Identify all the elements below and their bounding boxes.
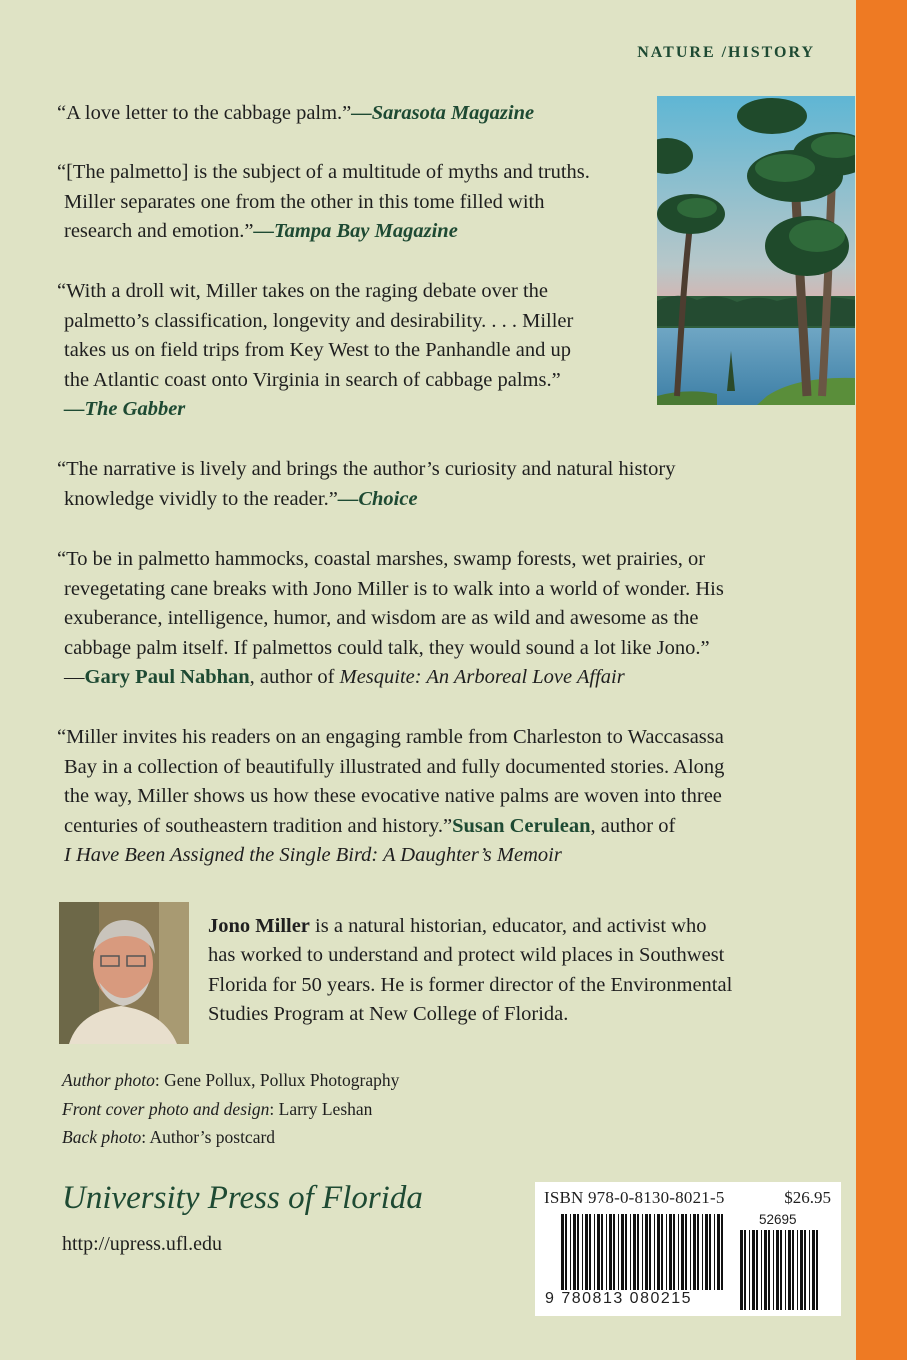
price: $26.95 — [784, 1188, 831, 1207]
barcode-bar — [705, 1214, 708, 1290]
barcode-bar — [673, 1214, 675, 1290]
barcode-bar — [773, 1230, 774, 1310]
barcode-bar — [761, 1230, 762, 1310]
barcode-bar — [589, 1214, 591, 1290]
author-bio: Jono Miller is a natural historian, educator, and activist who has worked to understand and protect wild places in Southwest Florida for 50 years. He is former director of the Environmental Studies Program at New College of Florida. — [208, 915, 733, 1026]
barcode-bar — [613, 1214, 615, 1290]
barcode-bar — [776, 1230, 779, 1310]
barcode-bar — [785, 1230, 786, 1310]
quote-source: —Choice — [337, 487, 418, 510]
barcode-bar — [661, 1214, 663, 1290]
palm-postcard-image — [657, 96, 855, 405]
quote-source: —Tampa Bay Magazine — [253, 220, 458, 243]
barcode-bar — [681, 1214, 684, 1290]
barcode-bar — [666, 1214, 667, 1290]
review-quote-5: “To be in palmetto hammocks, coastal marshes, swamp forests, wet prairies, or revegetating cane breaks with Jono Miller is to walk into a world of wonder. His exuberance, intelligence, humor, and wisdom are as wild and awesome as the cabbage palm itself. If palmettos could talk, they would sound a lot like Jono.” —Gary Paul Nabhan, author of Mesquite: An Arboreal Love Affair — [57, 545, 724, 693]
price-addon-code: 52695 — [759, 1212, 797, 1227]
barcode-bar — [788, 1230, 791, 1310]
spine-stripe — [856, 0, 907, 1360]
review-quote-4: “The narrative is lively and brings the author’s curiosity and natural history knowledge vividly to the reader.”—Choice — [57, 458, 676, 510]
barcode-bar — [685, 1214, 687, 1290]
barcode-bar — [618, 1214, 619, 1290]
barcode-bar — [621, 1214, 624, 1290]
barcode-bar — [800, 1230, 803, 1310]
barcode-bar — [702, 1214, 703, 1290]
ean-digits: 9 780813 080215 — [545, 1290, 693, 1307]
category-label: NATURE /HISTORY — [637, 44, 815, 61]
barcode-bar — [577, 1214, 579, 1290]
barcode-bar — [764, 1230, 767, 1310]
barcode-bar — [645, 1214, 648, 1290]
barcode-bar — [565, 1214, 567, 1290]
review-quote-6: “Miller invites his readers on an engaging ramble from Charleston to Waccasassa Bay in a collection of beautifully illustrated and fully documented stories. Along the way, Miller shows us how these evocative native palms are woven into three centuries of southeastern tradition and history.”Susan Cerulean, author of I Have Been Assigned the Single Bird: A Daughter’s Memoir — [57, 726, 725, 867]
barcode-bar — [717, 1214, 720, 1290]
publisher-url[interactable]: http://upress.ufl.edu — [62, 1233, 222, 1255]
barcode-bar — [749, 1230, 750, 1310]
barcode-bar — [606, 1214, 607, 1290]
barcode-bar — [597, 1214, 600, 1290]
barcode-bar — [690, 1214, 691, 1290]
author-name: Jono Miller — [208, 915, 310, 937]
isbn-number: ISBN 978-0-8130-8021-5 — [544, 1188, 725, 1207]
barcode-bar — [752, 1230, 755, 1310]
barcode-bar — [637, 1214, 639, 1290]
photo-credits: Author photo: Gene Pollux, Pollux Photography Front cover photo and design: Larry Leshan Back photo: Author’s postcard — [62, 1070, 400, 1147]
author-photo — [59, 902, 189, 1044]
barcode-bar — [642, 1214, 643, 1290]
barcode-bar — [780, 1230, 782, 1310]
quote-source: —The Gabber — [64, 398, 186, 421]
barcode-bar — [697, 1214, 699, 1290]
barcode-bar — [709, 1214, 711, 1290]
barcode-bar — [561, 1214, 564, 1290]
barcode-bar — [797, 1230, 798, 1310]
barcode-bar — [721, 1214, 723, 1290]
barcode-bar — [570, 1214, 571, 1290]
barcode-bar — [585, 1214, 588, 1290]
barcode-bar — [792, 1230, 794, 1310]
isbn-barcode — [535, 1182, 841, 1316]
publisher-name: University Press of Florida — [62, 1180, 423, 1216]
barcode-bar — [609, 1214, 612, 1290]
barcode-bar — [573, 1214, 576, 1290]
quote-attribution: —Gary Paul Nabhan, author of Mesquite: An Arboreal Love Affair — [64, 666, 625, 689]
barcode-bar — [649, 1214, 651, 1290]
barcode-bar — [756, 1230, 758, 1310]
barcode-bar — [768, 1230, 770, 1310]
barcode-bar — [809, 1230, 810, 1310]
review-quote-1: “A love letter to the cabbage palm.”—Sarasota Magazine — [57, 102, 535, 124]
barcode-bar — [816, 1230, 818, 1310]
barcode-bar — [594, 1214, 595, 1290]
barcode-bar — [582, 1214, 583, 1290]
review-quote-2: “[The palmetto] is the subject of a multitude of myths and truths. Miller separates one from the other in this tome filled with research and emotion.”—Tampa Bay Magazine — [57, 161, 590, 243]
barcode-bar — [654, 1214, 655, 1290]
barcode-bar — [812, 1230, 815, 1310]
quote-source: —Sarasota Magazine — [351, 102, 535, 124]
barcode-bar — [657, 1214, 660, 1290]
barcode-bar — [740, 1230, 743, 1310]
barcode-bar — [669, 1214, 672, 1290]
barcode-bar — [744, 1230, 746, 1310]
barcode-bar — [714, 1214, 715, 1290]
barcode-bar — [693, 1214, 696, 1290]
barcode-bar — [804, 1230, 806, 1310]
barcode-bar — [630, 1214, 631, 1290]
review-quote-3: “With a droll wit, Miller takes on the raging debate over the palmetto’s classification, longevity and desirability. . . . Miller takes us on field trips from Key West to the Panhandle and up the Atlantic coast onto Virginia in search of cabbage palms.” —The Gabber — [57, 277, 573, 425]
barcode-bar — [601, 1214, 603, 1290]
barcode-bar — [625, 1214, 627, 1290]
barcode-bar — [678, 1214, 679, 1290]
barcode-bar — [633, 1214, 636, 1290]
